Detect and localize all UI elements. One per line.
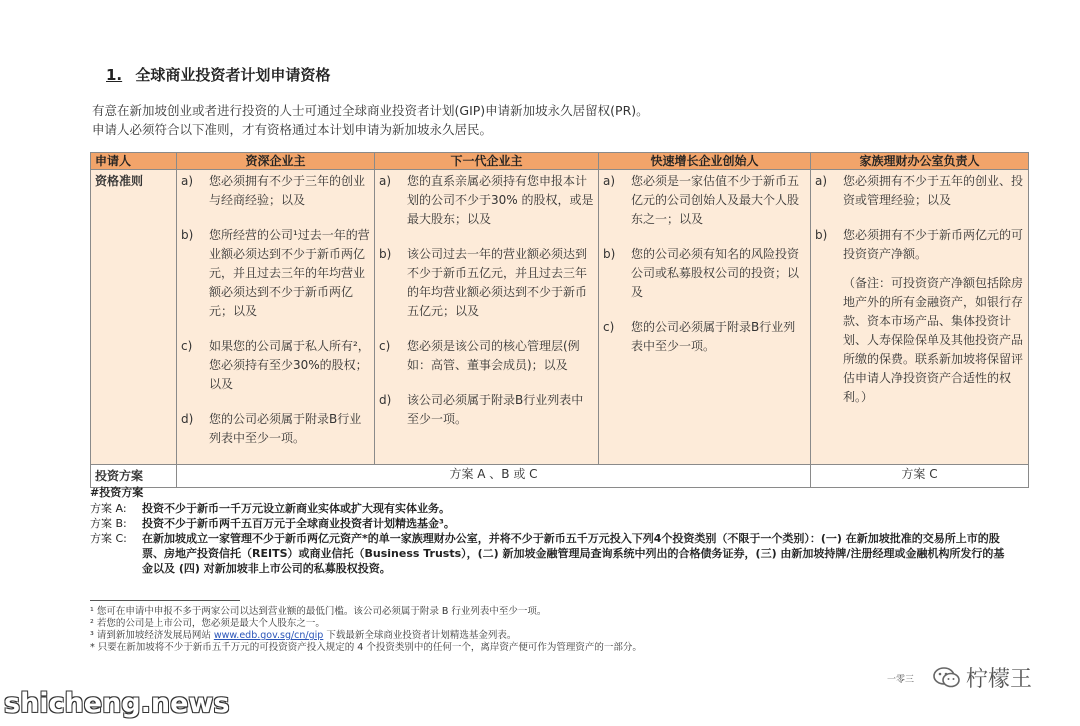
eligibility-table bbox=[90, 152, 1029, 488]
criteria-fast-growth-founder bbox=[599, 170, 811, 465]
criteria-label: 资格准则 bbox=[91, 170, 177, 465]
scheme-abc: 方案 A 、B 或 C bbox=[177, 465, 811, 488]
wechat-account-name: 柠檬王 bbox=[966, 667, 1033, 692]
intro-line: 申请人必须符合以下准则，才有资格通过本计划申请为新加坡永久居民。 bbox=[92, 122, 493, 137]
criteria-family-office-principal bbox=[811, 170, 1029, 465]
edb-link[interactable]: www.edb.gov.sg/cn/gip bbox=[213, 630, 324, 641]
header-applicant: 申请人 bbox=[91, 153, 177, 170]
section-number: 1. bbox=[106, 66, 123, 84]
footnote-divider bbox=[90, 600, 240, 601]
list-item: a) 您的直系亲属必须持有您申报本计划的公司不少于30% 的股权，或是最大股东；以及 bbox=[379, 174, 594, 226]
header-next-gen-owner: 下一代企业主 bbox=[375, 153, 599, 170]
header-fast-growth-founder: 快速增长企业创始人 bbox=[599, 153, 811, 170]
asset-note: （备注：可投资资产净额包括除房地产外的所有金融资产，如银行存款、资本市场产品、集体投资计划、人寿保险保单及其他投资产品所缴的保费。联系新加坡将保留评估申请人净投资资产合适性的权利。） bbox=[843, 276, 1024, 404]
list-item: b) 您所经营的公司¹过去一年的营业额必须达到不少于新币两亿元，并且过去三年的年均营业额必须达到不少于新币两亿元；以及 bbox=[181, 228, 370, 318]
list-item: c) 您必须是该公司的核心管理层(例如：高管、董事会成员)；以及 bbox=[379, 339, 580, 372]
list-item: a) 您必须拥有不少于五年的创业、投资或管理经验；以及 bbox=[815, 174, 1024, 207]
footnote: * 只要在新加坡将不少于新币五千万元的可投资资产投入规定的 4 个投资类别中的任何一个，离岸资产便可作为管理资产的一部分。 bbox=[90, 642, 642, 653]
header-senior-owner: 资深企业主 bbox=[177, 153, 375, 170]
list-item: a) 您必须是一家估值不少于新币五亿元的公司创始人及最大个人股东之一；以及 bbox=[603, 174, 800, 226]
schemes-title: #投资方案 bbox=[90, 486, 144, 499]
table-header-row bbox=[91, 153, 1029, 170]
scheme-item: 方案 A: 投资不少于新币一千万元设立新商业实体或扩大现有实体业务。 bbox=[90, 502, 450, 515]
criteria-row bbox=[91, 170, 1029, 465]
scheme-c: 方案 C bbox=[811, 465, 1029, 488]
intro-paragraph bbox=[92, 101, 992, 139]
wechat-icon bbox=[932, 665, 962, 691]
list-item: d) 您的公司必须属于附录B行业列表中至少一项。 bbox=[181, 412, 362, 445]
list-item: b) 您的公司必须有知名的风险投资公司或私募股权公司的投资；以及 bbox=[603, 247, 800, 299]
list-item: d) 该公司必须属于附录B行业列表中至少一项。 bbox=[379, 393, 584, 426]
footnotes bbox=[90, 606, 990, 654]
section-title: 全球商业投资者计划申请资格 bbox=[135, 66, 331, 84]
scheme-item: 方案 B: 投资不少于新币两千五百万元于全球商业投资者计划精选基金³。 bbox=[90, 517, 455, 530]
scheme-label: 投资方案 bbox=[91, 465, 177, 488]
intro-line: 有意在新加坡创业或者进行投资的人士可通过全球商业投资者计划(GIP)申请新加坡永久居留权(PR)。 bbox=[92, 103, 649, 118]
header-family-office-principal: 家族理财办公室负责人 bbox=[811, 153, 1029, 170]
footnote: ¹ 您可在申请中申报不多于两家公司以达到营业额的最低门槛。该公司必须属于附录 B 行业列表中至少一项。 bbox=[90, 606, 547, 617]
list-item: c) 如果您的公司属于私人所有²，您必须持有至少30%的股权；以及 bbox=[181, 339, 370, 391]
investment-schemes bbox=[90, 485, 1010, 576]
list-item: b) 您必须拥有不少于新币两亿元的可投资资产净额。 bbox=[815, 228, 1024, 261]
list-item: c) 您的公司必须属于附录B行业列表中至少一项。 bbox=[603, 320, 796, 353]
list-item: b) 该公司过去一年的营业额必须达到不少于新币五亿元，并且过去三年的年均营业额必须达到不少于新币五亿元；以及 bbox=[379, 247, 588, 318]
list-item: a) 您必须拥有不少于三年的创业与经商经验；以及 bbox=[181, 174, 366, 207]
site-watermark: shicheng.news bbox=[4, 688, 230, 719]
footnote: ³ 请到新加坡经济发展局网站 www.edb.gov.sg/cn/gip 下载最新全球商业投资者计划精选基金列表。 bbox=[90, 630, 517, 641]
wechat-watermark bbox=[932, 662, 1032, 693]
criteria-next-gen-owner bbox=[375, 170, 599, 465]
section-heading bbox=[106, 64, 330, 85]
criteria-senior-owner bbox=[177, 170, 375, 465]
page-number: 一零三 bbox=[887, 675, 915, 685]
scheme-item: 方案 C: 在新加坡成立一家管理不少于新币两亿元资产*的单一家族理财办公室，并将不少于新币五千万元投入下列4个投资类别（不限于一个类别）：(一) 在新加坡批准的交易所上市的股票、房地产投资信托（REITS）或商业信托（Business Trusts），(二) 新加坡金融管理局查询系统中列出的合格债务证券，(三) 由新加坡持牌/注册经理或金融机构所发行的基金以及 (四) 对新加坡非上市公司的私募股权投资。 bbox=[90, 532, 1005, 575]
footnote: ² 若您的公司是上市公司，您必须是最大个人股东之一。 bbox=[90, 618, 325, 629]
